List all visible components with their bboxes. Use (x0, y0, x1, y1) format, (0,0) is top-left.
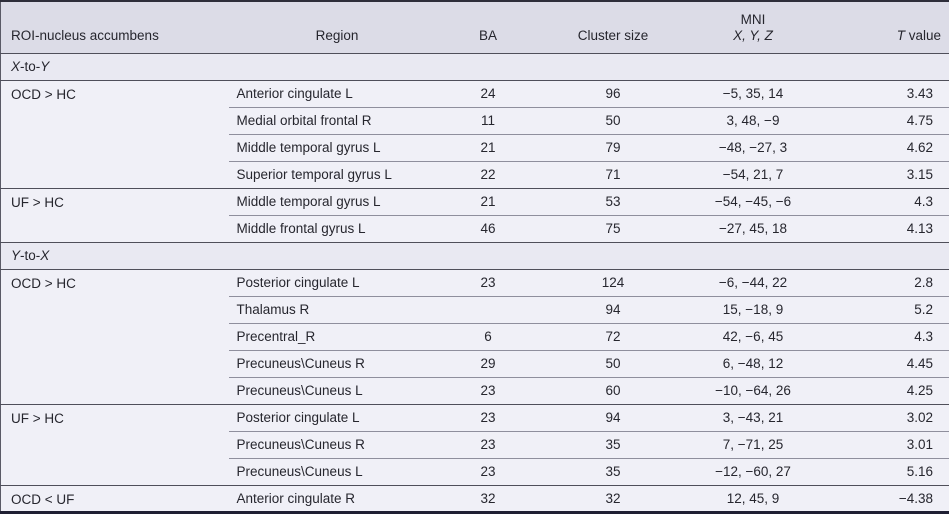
region-cell: Posterior cingulate L (229, 404, 446, 431)
ba-cell: 21 (446, 134, 531, 161)
t-value-italic: T (896, 27, 905, 43)
region-cell: Precuneus\Cuneus L (229, 377, 446, 404)
col-header-region: Region (229, 1, 446, 53)
ba-cell: 24 (446, 80, 531, 107)
table-row (1, 485, 949, 512)
cluster-size-cell: 124 (531, 269, 696, 296)
mni-coordinates-cell: 15, −18, 9 (696, 296, 811, 323)
col-header-roi: ROI-nucleus accumbens (1, 1, 229, 53)
ba-cell: 32 (446, 485, 531, 512)
cluster-size-cell: 94 (531, 296, 696, 323)
cluster-size-cell: 96 (531, 80, 696, 107)
cluster-size-cell: 50 (531, 107, 696, 134)
mni-coordinates-cell: −10, −64, 26 (696, 377, 811, 404)
col-header-mni (696, 1, 811, 53)
cluster-size-cell: 50 (531, 350, 696, 377)
mni-coordinates-cell: −54, −45, −6 (696, 188, 811, 215)
ba-cell: 11 (446, 107, 531, 134)
mni-coordinates-cell: −54, 21, 7 (696, 161, 811, 188)
roi-cell: OCD > HC (1, 269, 229, 404)
t-value-cell: 4.62 (811, 134, 949, 161)
mni-coordinates-cell: −12, −60, 27 (696, 458, 811, 485)
t-value-cell: 4.3 (811, 323, 949, 350)
mni-coordinates-cell: −6, −44, 22 (696, 269, 811, 296)
section-label (1, 53, 949, 80)
region-cell: Precuneus\Cuneus R (229, 431, 446, 458)
table-row (1, 188, 949, 215)
cluster-size-cell: 79 (531, 134, 696, 161)
ba-cell: 22 (446, 161, 531, 188)
t-value-cell: 3.43 (811, 80, 949, 107)
t-value-cell: 5.2 (811, 296, 949, 323)
section-label-part: Y (40, 59, 50, 74)
t-value-cell: 5.16 (811, 458, 949, 485)
cluster-size-cell: 32 (531, 485, 696, 512)
section-label-part: -to- (20, 59, 41, 74)
region-cell: Precuneus\Cuneus L (229, 458, 446, 485)
roi-cell: OCD > HC (1, 80, 229, 188)
mni-label-line2: X, Y, Z (733, 27, 773, 43)
t-value-cell: 4.45 (811, 350, 949, 377)
t-value-cell: 4.25 (811, 377, 949, 404)
section-label-part: X (40, 248, 50, 263)
ba-cell: 23 (446, 377, 531, 404)
roi-cell: UF > HC (1, 404, 229, 485)
region-cell: Superior temporal gyrus L (229, 161, 446, 188)
ba-cell: 46 (446, 215, 531, 242)
region-cell: Middle frontal gyrus L (229, 215, 446, 242)
cluster-size-cell: 35 (531, 458, 696, 485)
t-value-cell: 4.75 (811, 107, 949, 134)
t-value-rest: value (904, 27, 941, 43)
t-value-cell: 3.15 (811, 161, 949, 188)
col-header-tvalue (811, 1, 949, 53)
region-cell: Anterior cingulate R (229, 485, 446, 512)
col-header-cluster: Cluster size (531, 1, 696, 53)
region-cell: Anterior cingulate L (229, 80, 446, 107)
mni-coordinates-cell: 6, −48, 12 (696, 350, 811, 377)
header-row (1, 1, 949, 53)
cluster-size-cell: 72 (531, 323, 696, 350)
cluster-size-cell: 35 (531, 431, 696, 458)
ba-cell: 23 (446, 404, 531, 431)
mni-coordinates-cell: −5, 35, 14 (696, 80, 811, 107)
region-cell: Thalamus R (229, 296, 446, 323)
mni-coordinates-cell: 7, −71, 25 (696, 431, 811, 458)
col-header-ba: BA (446, 1, 531, 53)
section-row (1, 242, 949, 269)
region-cell: Middle temporal gyrus L (229, 134, 446, 161)
ba-cell (446, 296, 531, 323)
mni-coordinates-cell: 3, 48, −9 (696, 107, 811, 134)
t-value-cell: 4.13 (811, 215, 949, 242)
t-value-cell: 3.02 (811, 404, 949, 431)
region-cell: Precuneus\Cuneus R (229, 350, 446, 377)
table-row (1, 404, 949, 431)
mni-coordinates-cell: 3, −43, 21 (696, 404, 811, 431)
section-row (1, 53, 949, 80)
cluster-size-cell: 71 (531, 161, 696, 188)
mni-coordinates-cell: −27, 45, 18 (696, 215, 811, 242)
ba-cell: 6 (446, 323, 531, 350)
ba-cell: 23 (446, 269, 531, 296)
section-label (1, 242, 949, 269)
cluster-size-cell: 53 (531, 188, 696, 215)
table-row (1, 80, 949, 107)
region-cell: Middle temporal gyrus L (229, 188, 446, 215)
ba-cell: 23 (446, 431, 531, 458)
section-label-part: X (11, 59, 21, 74)
section-label-part: Y (11, 248, 21, 263)
section-label-part: -to- (20, 248, 41, 263)
t-value-cell: 2.8 (811, 269, 949, 296)
ba-cell: 29 (446, 350, 531, 377)
mni-coordinates-cell: 42, −6, 45 (696, 323, 811, 350)
roi-cell: UF > HC (1, 188, 229, 242)
cluster-size-cell: 94 (531, 404, 696, 431)
region-cell: Precentral_R (229, 323, 446, 350)
cluster-size-cell: 75 (531, 215, 696, 242)
mni-coordinates-cell: −48, −27, 3 (696, 134, 811, 161)
ba-cell: 23 (446, 458, 531, 485)
t-value-cell: −4.38 (811, 485, 949, 512)
mni-coordinates-cell: 12, 45, 9 (696, 485, 811, 512)
region-cell: Medial orbital frontal R (229, 107, 446, 134)
t-value-cell: 4.3 (811, 188, 949, 215)
t-value-cell: 3.01 (811, 431, 949, 458)
ba-cell: 21 (446, 188, 531, 215)
cluster-size-cell: 60 (531, 377, 696, 404)
mni-label-line1: MNI (740, 11, 766, 27)
region-cell: Posterior cingulate L (229, 269, 446, 296)
roi-cell: OCD < UF (1, 485, 229, 512)
table-row (1, 269, 949, 296)
